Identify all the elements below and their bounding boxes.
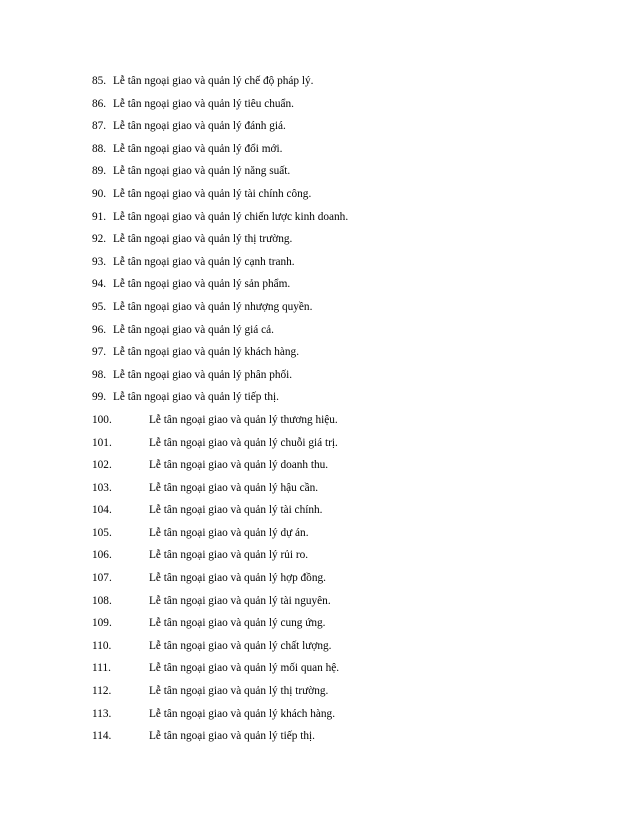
list-item-number: 93.	[92, 255, 107, 268]
list-item	[92, 657, 348, 680]
list-item-text: Lễ tân ngoại giao và quản lý năng suất.	[113, 165, 291, 178]
list-item	[92, 296, 348, 319]
list-item-number: 87.	[92, 120, 107, 133]
list-item	[92, 183, 348, 206]
list-item	[92, 228, 348, 251]
list-item	[92, 386, 348, 409]
list-item-text: Lễ tân ngoại giao và quản lý chế độ pháp lý.	[113, 75, 314, 87]
list-item-text: Lễ tân ngoại giao và quản lý hợp đồng.	[149, 572, 326, 585]
list-item	[92, 432, 348, 455]
list-item	[92, 703, 348, 726]
list-item	[92, 409, 348, 432]
list-item-text: Lễ tân ngoại giao và quản lý cạnh tranh.	[113, 255, 295, 268]
list-item	[92, 206, 348, 229]
list-item	[92, 93, 348, 116]
list-item-text: Lễ tân ngoại giao và quản lý khách hàng.	[149, 707, 336, 720]
list-item-text: Lễ tân ngoại giao và quản lý thị trường.	[113, 233, 293, 246]
list-item	[92, 635, 348, 658]
list-item-text: Lễ tân ngoại giao và quản lý doanh thu.	[149, 459, 329, 472]
list-item-text: Lễ tân ngoại giao và quản lý thị trường.	[149, 685, 329, 698]
list-item-number: 97.	[92, 346, 107, 359]
list-item	[92, 454, 348, 477]
list-item-text: Lễ tân ngoại giao và quản lý rủi ro.	[149, 549, 309, 562]
list-item-text: Lễ tân ngoại giao và quản lý đánh giá.	[113, 120, 286, 133]
list-item-text: Lễ tân ngoại giao và quản lý tài chính công.	[113, 187, 312, 200]
list-item	[92, 251, 348, 274]
list-item	[92, 115, 348, 138]
list-item-text: Lễ tân ngoại giao và quản lý thương hiệu.	[149, 413, 338, 426]
list-item-number: 92.	[92, 233, 107, 246]
list-item-number: 88.	[92, 142, 107, 155]
list-item	[92, 70, 348, 93]
list-item-text: Lễ tân ngoại giao và quản lý dự án.	[149, 526, 309, 539]
list-item	[92, 341, 348, 364]
list-item	[92, 499, 348, 522]
list-item-number: 102.	[92, 459, 112, 472]
list-item	[92, 273, 348, 296]
list-item-number: 85.	[92, 75, 107, 87]
list-item-number: 91.	[92, 210, 107, 223]
list-item-number: 105.	[92, 526, 112, 539]
list-item	[92, 138, 348, 161]
list-item-text: Lễ tân ngoại giao và quản lý đổi mới.	[113, 142, 283, 155]
list-item	[92, 725, 348, 748]
list-item-text: Lễ tân ngoại giao và quản lý hậu cần.	[149, 481, 319, 494]
list-item-number: 104.	[92, 504, 112, 517]
list-item-number: 95.	[92, 300, 107, 313]
list-item-text: Lễ tân ngoại giao và quản lý tài chính.	[149, 504, 323, 517]
list-item-text: Lễ tân ngoại giao và quản lý chiến lược kinh doanh.	[113, 210, 349, 223]
list-item-number: 108.	[92, 594, 112, 607]
list-item-text: Lễ tân ngoại giao và quản lý tiêu chuẩn.	[113, 97, 295, 110]
list-item-number: 86.	[92, 97, 107, 110]
list-item	[92, 319, 348, 342]
list-item-number: 113.	[92, 707, 112, 720]
list-item	[92, 477, 348, 500]
list-item-number: 99.	[92, 391, 107, 404]
list-item-number: 110.	[92, 639, 112, 652]
list-item	[92, 612, 348, 635]
list-item-number: 106.	[92, 549, 112, 562]
list-item	[92, 680, 348, 703]
list-item-number: 114.	[92, 730, 112, 743]
list-item-number: 101.	[92, 436, 112, 449]
list-item-number: 112.	[92, 685, 112, 698]
list-item-text: Lễ tân ngoại giao và quản lý mối quan hệ.	[149, 662, 340, 675]
list-item-number: 107.	[92, 572, 112, 585]
list-item-text: Lễ tân ngoại giao và quản lý nhượng quyền.	[113, 300, 313, 313]
list-item-number: 109.	[92, 617, 112, 630]
list-item-text: Lễ tân ngoại giao và quản lý phân phối.	[113, 368, 293, 381]
list-item	[92, 544, 348, 567]
list-item-text: Lễ tân ngoại giao và quản lý tiếp thị.	[113, 391, 279, 404]
numbered-list	[92, 70, 348, 748]
list-item-text: Lễ tân ngoại giao và quản lý chuỗi giá trị.	[149, 436, 338, 449]
list-item-text: Lễ tân ngoại giao và quản lý cung ứng.	[149, 617, 326, 630]
list-item-number: 103.	[92, 481, 112, 494]
list-item-text: Lễ tân ngoại giao và quản lý sản phẩm.	[113, 278, 291, 291]
list-item	[92, 567, 348, 590]
list-item-number: 111.	[92, 662, 111, 675]
list-item-text: Lễ tân ngoại giao và quản lý tài nguyên.	[149, 594, 331, 607]
list-item	[92, 364, 348, 387]
list-item-number: 98.	[92, 368, 107, 381]
list-item-number: 96.	[92, 323, 107, 336]
list-item-number: 90.	[92, 187, 107, 200]
list-item-number: 100.	[92, 413, 112, 426]
list-item-text: Lễ tân ngoại giao và quản lý giá cả.	[113, 323, 274, 336]
list-item-number: 94.	[92, 278, 107, 291]
list-item	[92, 522, 348, 545]
list-item-text: Lễ tân ngoại giao và quản lý chất lượng.	[149, 639, 332, 652]
list-item-text: Lễ tân ngoại giao và quản lý tiếp thị.	[149, 730, 315, 743]
list-item-text: Lễ tân ngoại giao và quản lý khách hàng.	[113, 346, 300, 359]
list-item	[92, 160, 348, 183]
list-item	[92, 590, 348, 613]
list-item-number: 89.	[92, 165, 107, 178]
